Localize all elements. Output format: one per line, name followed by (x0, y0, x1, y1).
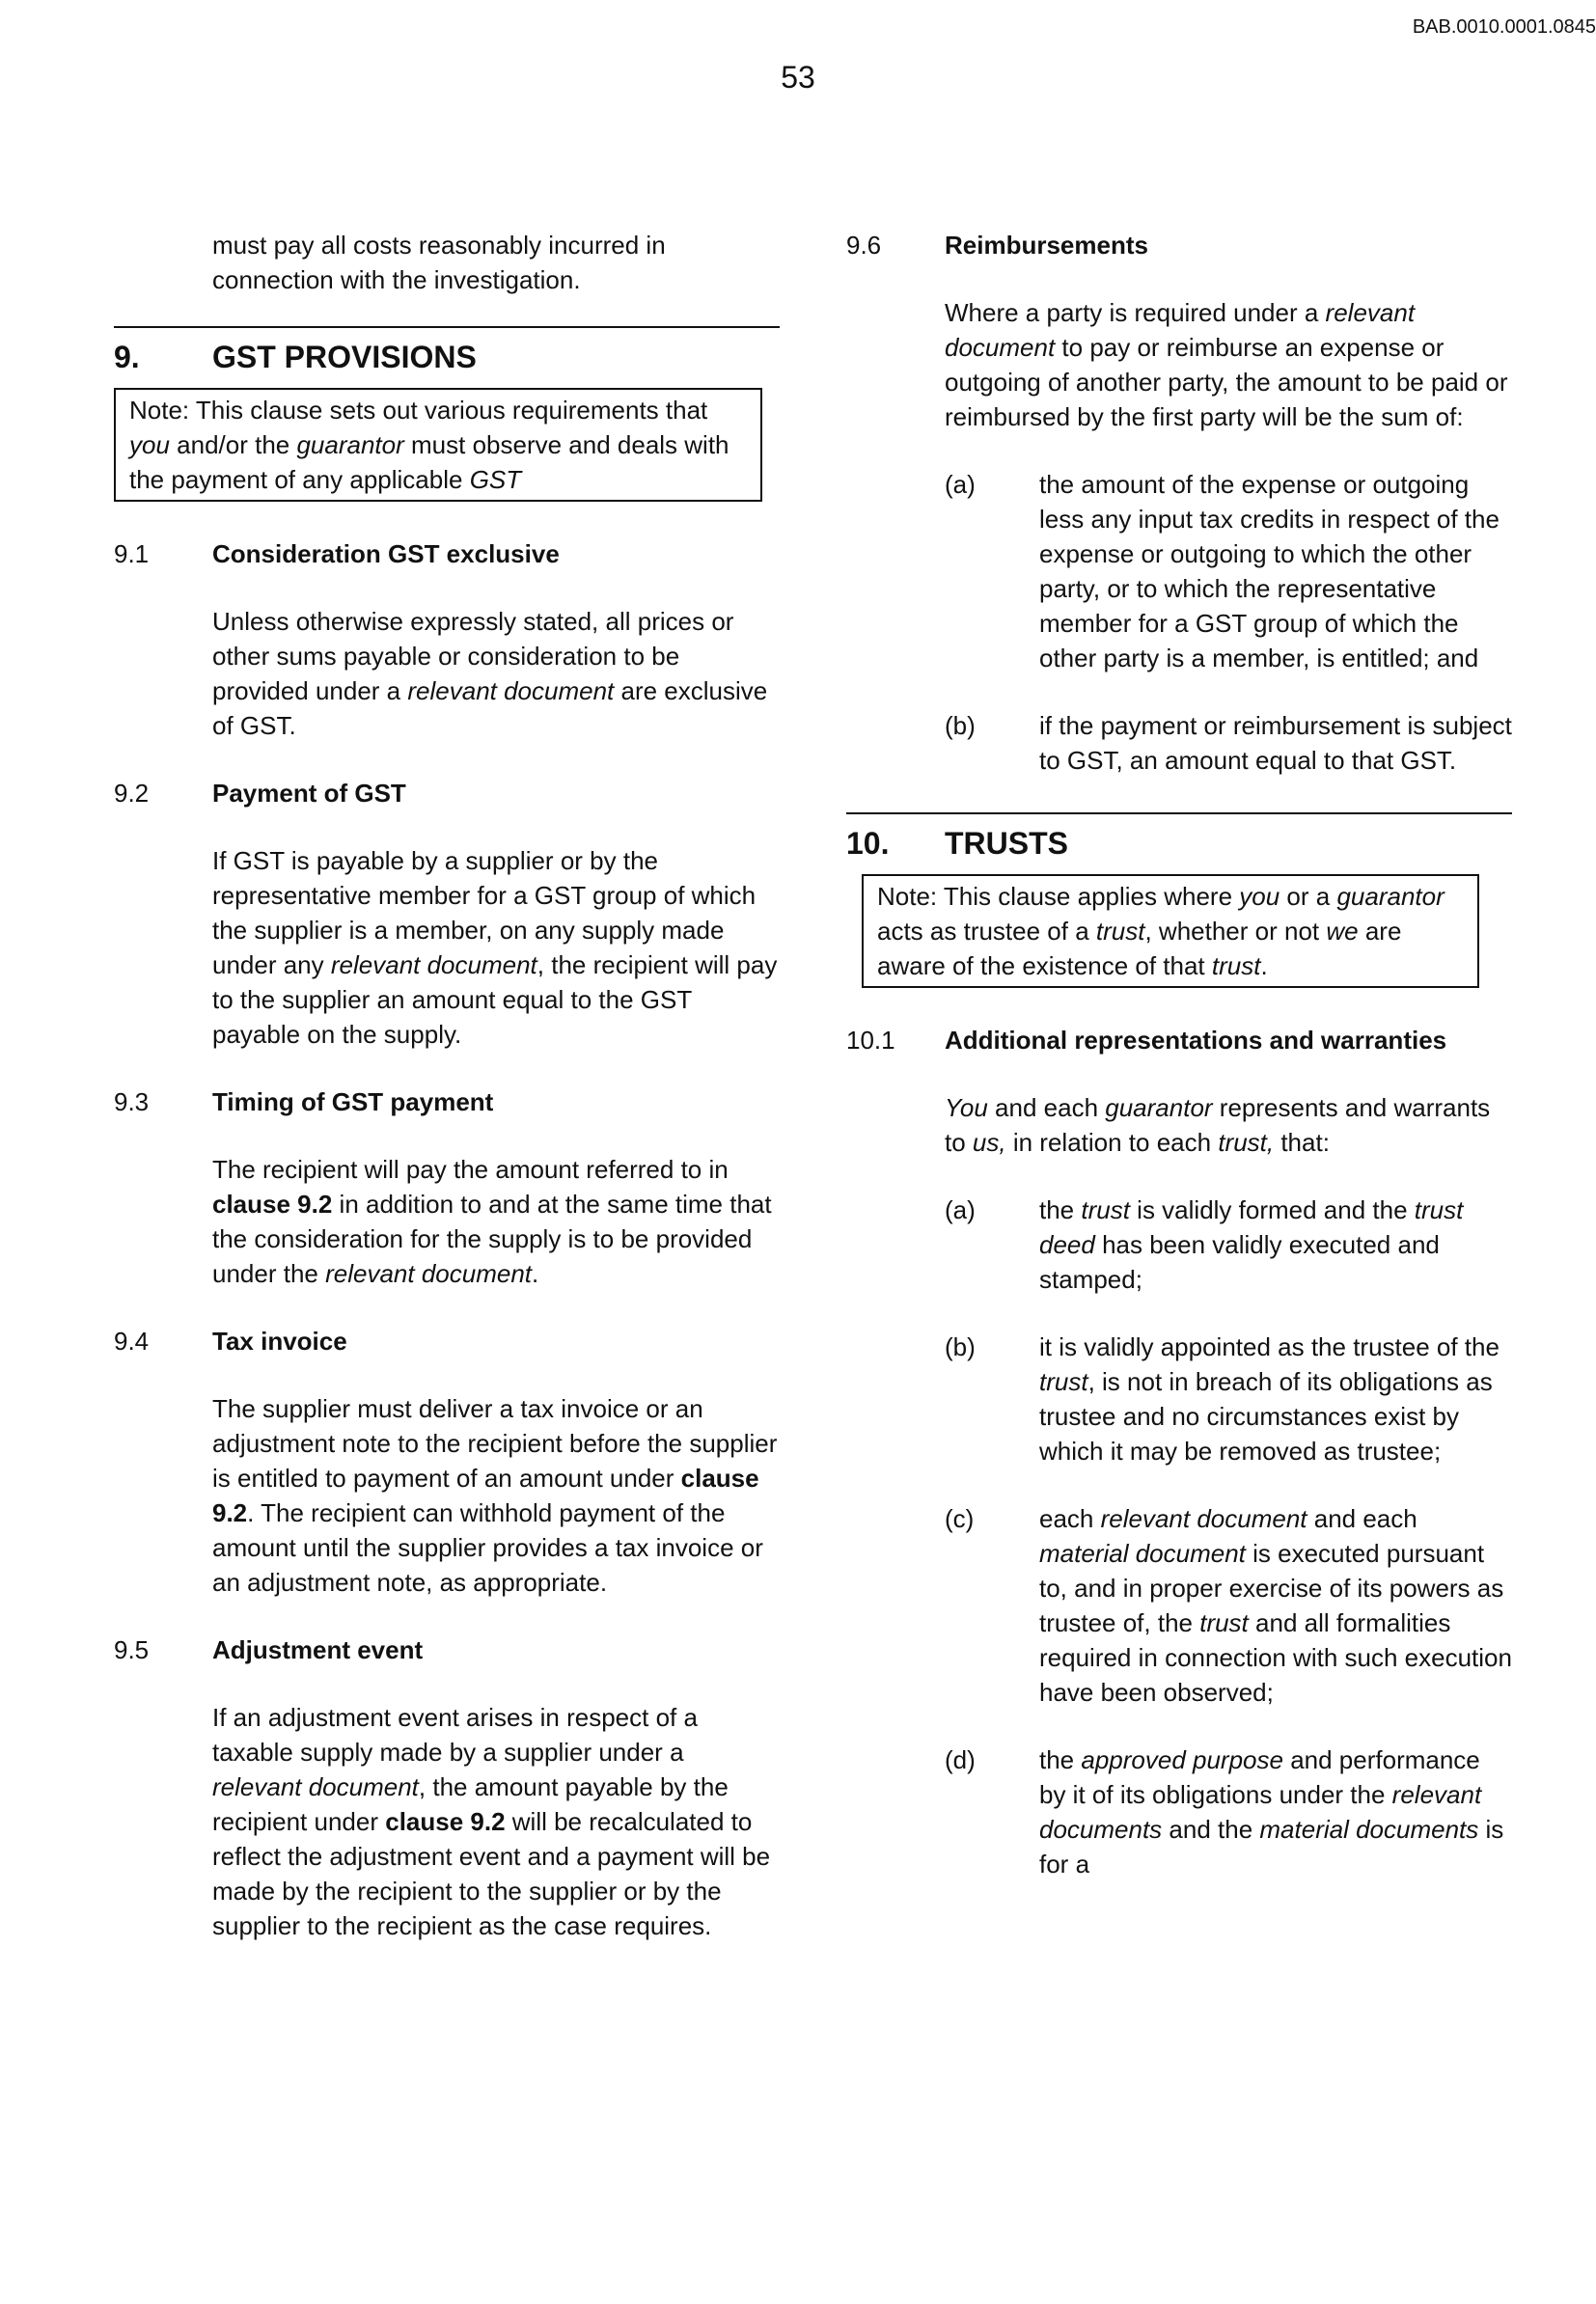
clause-title: Consideration GST exclusive (212, 539, 560, 568)
list-item-label: (c) (945, 1504, 975, 1533)
list-item (846, 1330, 1512, 1468)
clause-9-3 (114, 1084, 780, 1291)
defined-term: guarantor (296, 430, 404, 459)
note-text: Note: This clause applies where you or a guarantor acts as trustee of a trust, whether or not we are aware of the existence of that trust. (877, 882, 1445, 980)
note-text: Note: This clause sets out various requirements that you and/or the guarantor must observe and deals with the payment of any applicable GST (129, 396, 729, 494)
clause-text: You and each guarantor represents and warrants to us, in relation to each trust, that: (945, 1093, 1491, 1157)
defined-term: approved purpose (1081, 1745, 1283, 1774)
page-number: 53 (781, 60, 815, 95)
section-10-heading (846, 824, 1512, 863)
clause-text: Where a party is required under a relevant document to pay or reimburse an expense or outgoing of another party, the amount to be paid or reimbursed by the first party will be the sum of: (945, 298, 1508, 431)
clause-10-1 (846, 1023, 1512, 1881)
section-divider (846, 812, 1512, 814)
section-title: GST PROVISIONS (212, 340, 477, 374)
defined-term: relevant document (945, 298, 1416, 362)
clause-9-6 (846, 228, 1512, 778)
defined-term: material documents (1259, 1815, 1479, 1844)
clause-title: Payment of GST (212, 779, 406, 808)
clause-number: 9.1 (114, 539, 150, 568)
clause-heading (114, 1324, 780, 1358)
section-9-heading (114, 338, 780, 376)
defined-term: You (945, 1093, 988, 1122)
section-9-note-box (114, 388, 762, 502)
defined-term: material document (1039, 1539, 1246, 1568)
clause-number: 9.3 (114, 1087, 150, 1116)
defined-term: relevant document (325, 1259, 532, 1288)
list-item-label: (b) (945, 711, 976, 740)
list-item (846, 708, 1512, 778)
section-number: 9. (114, 340, 140, 374)
defined-term: you (129, 430, 170, 459)
clause-reference: clause 9.2 (212, 1464, 759, 1527)
list-item-text: the amount of the expense or outgoing less any input tax credits in respect of the expense or outgoing to which the other party, or to which the representative member for a GST group of which the other party is a member, is entitled; and (1039, 470, 1500, 672)
list-item-text: the trust is validly formed and the trust deed has been validly executed and stamped; (1039, 1195, 1464, 1294)
defined-term: us, (972, 1128, 1006, 1157)
section-divider (114, 326, 780, 328)
clause-text: The supplier must deliver a tax invoice or an adjustment note to the recipient before the supplier is entitled to payment of an amount under clause 9.2. The recipient can withhold payment of the amount until the supplier provides a tax invoice or an adjustment note, as appropriate. (212, 1394, 778, 1597)
list-item-label: (b) (945, 1332, 976, 1361)
defined-term: relevant document (407, 676, 615, 705)
clause-heading (846, 1023, 1512, 1057)
defined-term: trust, (1218, 1128, 1275, 1157)
list-item-text: it is validly appointed as the trustee of the trust, is not in breach of its obligations as trustee and no circumstances exist by which it may be removed as trustee; (1039, 1332, 1500, 1466)
clause-text: If an adjustment event arises in respect of a taxable supply made by a supplier under a relevant document, the amount payable by the recipient under clause 9.2 will be recalculated to reflect the adjustment event and a payment will be made by the recipient to the supplier or by the supplier to the recipient as the case requires. (212, 1703, 771, 1940)
clause-heading (846, 228, 1512, 262)
defined-term: we (1326, 917, 1359, 946)
clause-text: If GST is payable by a supplier or by the representative member for a GST group of which the supplier is a member, on any supply made under any relevant document, the recipient will pay to the supplier an amount equal to the GST payable on the supply. (212, 846, 778, 1049)
clause-heading (114, 1084, 780, 1119)
defined-term: guarantor (1105, 1093, 1213, 1122)
clause-number: 9.2 (114, 779, 150, 808)
section-10-note-box (862, 874, 1479, 988)
clause-heading (114, 536, 780, 571)
clause-number: 9.5 (114, 1635, 150, 1664)
list-item (846, 1193, 1512, 1297)
defined-term: relevant document (1100, 1504, 1307, 1533)
clause-9-2 (114, 776, 780, 1052)
list-item-text: each relevant document and each material document is executed pursuant to, and in proper exercise of its powers as trustee of, the trust and all formalities required in connection with such execution have been observed; (1039, 1504, 1512, 1707)
list-item-text: if the payment or reimbursement is subject to GST, an amount equal to that GST. (1039, 711, 1512, 775)
clause-number: 9.4 (114, 1327, 150, 1356)
clause-title: Adjustment event (212, 1635, 424, 1664)
clause-reference: clause 9.2 (212, 1190, 333, 1219)
clause-number: 10.1 (846, 1026, 895, 1055)
clause-9-1 (114, 536, 780, 743)
defined-term: GST (469, 465, 522, 494)
defined-term: you (1239, 882, 1280, 911)
carryover-paragraph: must pay all costs reasonably incurred in connection with the investigation. (212, 231, 666, 294)
clause-title: Additional representations and warranties (945, 1026, 1447, 1055)
list-item-label: (a) (945, 1195, 976, 1224)
clause-9-5 (114, 1632, 780, 1943)
right-column (846, 228, 1512, 1881)
defined-term: trust deed (1039, 1195, 1464, 1259)
list-item-label: (d) (945, 1745, 976, 1774)
clause-heading (114, 776, 780, 810)
list-item-label: (a) (945, 470, 976, 499)
section-title: TRUSTS (945, 826, 1068, 861)
list-item (846, 1501, 1512, 1710)
defined-term: guarantor (1336, 882, 1445, 911)
document-id: BAB.0010.0001.0845 (1412, 16, 1596, 38)
list-item-text: the approved purpose and performance by it of its obligations under the relevant documents and the material documents is for a (1039, 1745, 1504, 1879)
defined-term: trust (1095, 917, 1145, 946)
clause-reference: clause 9.2 (385, 1807, 506, 1836)
clause-text: Unless otherwise expressly stated, all prices or other sums payable or consideration to be provided under a relevant document are exclusive of GST. (212, 607, 768, 740)
defined-term: trust (1081, 1195, 1130, 1224)
defined-term: trust (1199, 1608, 1249, 1637)
clause-title: Reimbursements (945, 231, 1148, 260)
defined-term: relevant documents (1039, 1780, 1482, 1844)
defined-term: trust (1211, 951, 1261, 980)
clause-title: Timing of GST payment (212, 1087, 494, 1116)
clause-text: The recipient will pay the amount referred to in clause 9.2 in addition to and at the same time that the consideration for the supply is to be provided under the relevant document. (212, 1155, 772, 1288)
left-column (114, 228, 780, 1943)
defined-term: relevant document (330, 950, 537, 979)
list-item (846, 1742, 1512, 1881)
defined-term: trust (1039, 1367, 1088, 1396)
defined-term: relevant document (212, 1772, 419, 1801)
clause-number: 9.6 (846, 231, 882, 260)
section-number: 10. (846, 826, 890, 861)
clause-title: Tax invoice (212, 1327, 347, 1356)
clause-heading (114, 1632, 780, 1667)
clause-9-4 (114, 1324, 780, 1600)
list-item (846, 467, 1512, 675)
